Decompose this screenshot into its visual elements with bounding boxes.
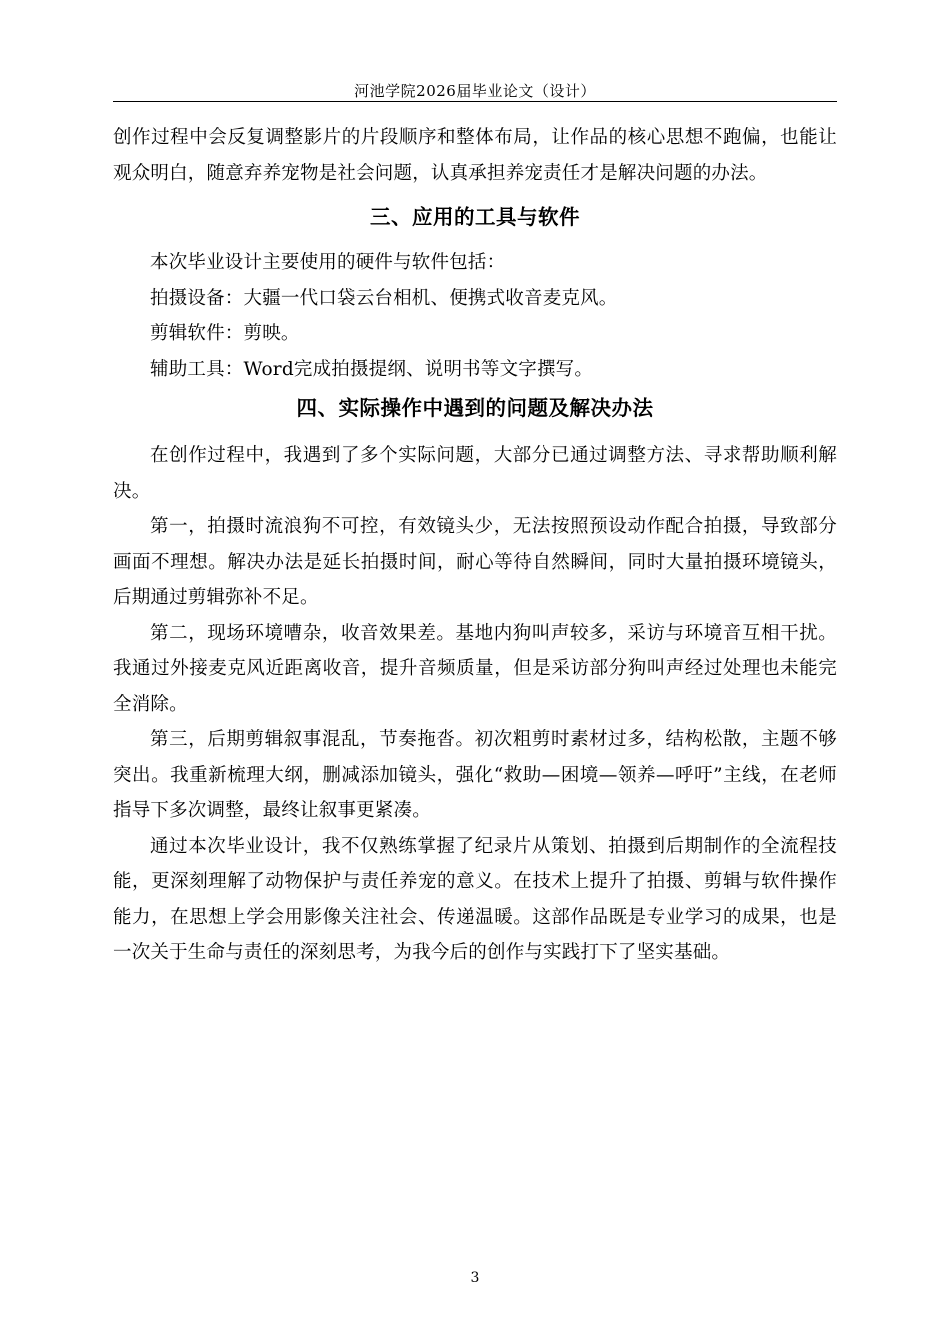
intro-paragraph: 创作过程中会反复调整影片的片段顺序和整体布局，让作品的核心思想不跑偏，也能让观众明白，随意弃养宠物是社会问题，认真承担养宠责任才是解决问题的办法。 [113, 127, 837, 184]
problem-three-paragraph: 第三，后期剪辑叙事混乱，节奏拖沓。初次粗剪时素材过多，结构松散，主题不够突出。我重新梳理大纲，删减添加镜头，强化“救助—困境—领养—呼吁”主线，在老师指导下多次调整，最终让叙事更紧凑。 [113, 729, 837, 821]
tools-auxiliary-paragraph: 辅助工具：Word完成拍摄提纲、说明书等文字撰写。 [150, 358, 594, 380]
conclusion-paragraph: 通过本次毕业设计，我不仅熟练掌握了纪录片从策划、拍摄到后期制作的全流程技能，更深刻理解了动物保护与责任养宠的意义。在技术上提升了拍摄、剪辑与软件操作能力，在思想上学会用影像关注社会、传递温暖。这部作品既是专业学习的成果，也是一次关于生命与责任的深刻思考，为我今后的创作与实践打下了坚实基础。 [113, 835, 837, 963]
tools-camera-paragraph: 拍摄设备：大疆一代口袋云台相机、便携式收音麦克风。 [150, 287, 618, 309]
tools-editing-paragraph: 剪辑软件：剪映。 [150, 323, 300, 344]
problem-one-paragraph: 第一，拍摄时流浪狗不可控，有效镜头少，无法按照预设动作配合拍摄，导致部分画面不理想。解决办法是延长拍摄时间，耐心等待自然瞬间，同时大量拍摄环境镜头，后期通过剪辑弥补不足。 [113, 516, 837, 608]
problems-intro-paragraph: 在创作过程中，我遇到了多个实际问题，大部分已通过调整方法、寻求帮助顺利解决。 [113, 445, 837, 502]
page-body [113, 120, 837, 971]
page-header: 河池学院2026届毕业论文（设计） [354, 82, 596, 100]
page-number: 3 [470, 1270, 480, 1286]
section-heading-problems: 四、实际操作中遇到的问题及解决办法 [296, 396, 654, 420]
problem-two-paragraph: 第二，现场环境嘈杂，收音效果差。基地内狗叫声较多，采访与环境音互相干扰。我通过外接麦克风近距离收音，提升音频质量，但是采访部分狗叫声经过处理也未能完全消除。 [113, 622, 837, 715]
tools-intro-paragraph: 本次毕业设计主要使用的硬件与软件包括： [150, 252, 506, 273]
header-rule [113, 101, 837, 102]
section-heading-tools: 三、应用的工具与软件 [370, 205, 580, 229]
